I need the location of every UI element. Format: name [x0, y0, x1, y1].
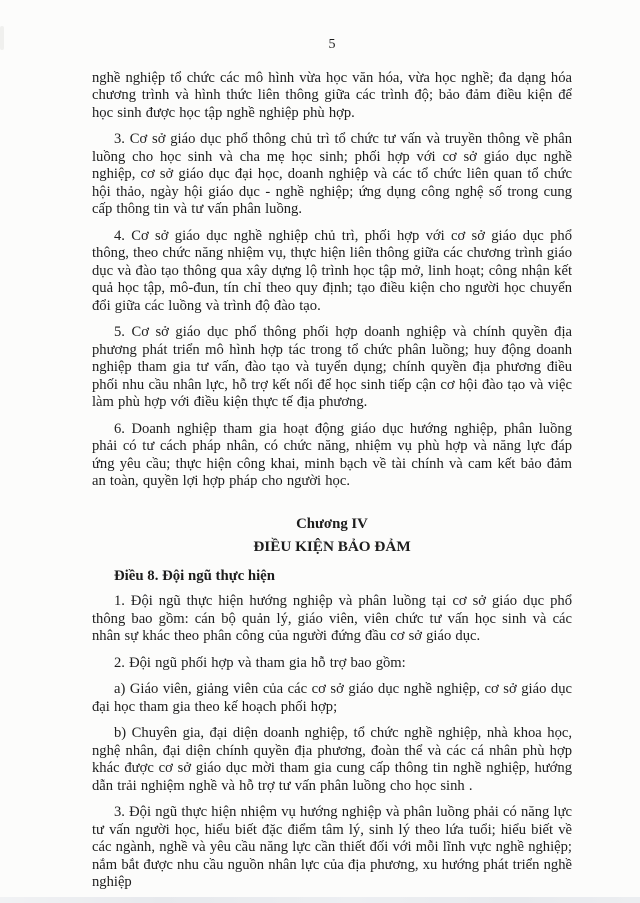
article-8-paragraph-2a: a) Giáo viên, giảng viên của các cơ sở giáo dục nghề nghiệp, cơ sở giáo dục đại học tham gia theo kế hoạch phối hợp; [92, 681, 572, 715]
article-8-paragraph-3: 3. Đội ngũ thực hiện nhiệm vụ hướng nghiệp và phân luồng phải có năng lực tư vấn người học, hiểu biết đặc điểm tâm lý, sinh lý theo lứa tuổi; hiểu biết về các ngành, nghề và yêu cầu năng lực cần thiết đối với mỗi lĩnh vực nghề nghiệp; nắm bắt được nhu cầu nguồn nhân lực của địa phương, xu hướng phát triển nghề nghiệp [92, 804, 572, 890]
document-content [92, 36, 572, 901]
article-8-paragraph-2b: b) Chuyên gia, đại diện doanh nghiệp, tổ chức nghề nghiệp, nhà khoa học, nghệ nhân, đại diện chính quyền địa phương, đoàn thể và các cá nhân phù hợp khác được cơ sở giáo dục mời tham gia cung cấp thông tin nghề nghiệp, hướng dẫn trải nghiệm nghề và hỗ trợ tư vấn phân luồng cho học sinh . [92, 725, 572, 794]
page-number: 5 [328, 37, 336, 52]
chapter-title: ĐIỀU KIỆN BẢO ĐẢM [253, 538, 411, 555]
chapter-label: Chương IV [296, 515, 368, 532]
paragraph-continuation: nghề nghiệp tổ chức các mô hình vừa học văn hóa, vừa học nghề; đa dạng hóa chương trình và hình thức liên thông giữa các trình độ; bảo đảm điều kiện để học sinh được học tập nghề nghiệp phù hợp. [92, 69, 572, 121]
scan-edge-artifact [0, 897, 640, 903]
paragraph-item-6: 6. Doanh nghiệp tham gia hoạt động giáo dục hướng nghiệp, phân luồng phải có tư cách pháp nhân, có chức năng, nhiệm vụ phù hợp và năng lực đáp ứng yêu cầu; thực hiện công khai, minh bạch về tài chính và cam kết bảo đảm an toàn, quyền lợi hợp pháp cho người học. [92, 420, 572, 489]
article-8-heading: Điều 8. Đội ngũ thực hiện [114, 567, 275, 584]
article-8-paragraph-1: 1. Đội ngũ thực hiện hướng nghiệp và phân luồng tại cơ sở giáo dục phổ thông bao gồm: cán bộ quản lý, giáo viên, viên chức tư vấn học sinh và các nhân sự khác theo phân công của người đứng đầu cơ sở giáo dục. [92, 593, 572, 644]
article-8-paragraph-2: 2. Đội ngũ phối hợp và tham gia hỗ trợ bao gồm: [114, 654, 406, 671]
paragraph-item-3: 3. Cơ sở giáo dục phổ thông chủ trì tổ chức tư vấn và truyền thông về phân luồng cho học sinh và cha mẹ học sinh; phối hợp với cơ sở giáo dục nghề nghiệp, cơ sở giáo dục đại học, doanh nghiệp và các tổ chức liên quan tổ chức hội thảo, ngày hội giáo dục - nghề nghiệp; ứng dụng công nghệ số trong cung cấp thông tin và tư vấn phân luồng. [92, 131, 572, 217]
scan-smudge-artifact [0, 26, 4, 50]
paragraph-item-4: 4. Cơ sở giáo dục nghề nghiệp chủ trì, phối hợp với cơ sở giáo dục phổ thông, theo chức năng nhiệm vụ, thực hiện liên thông giữa các chương trình giáo dục và đào tạo thông qua xây dựng lộ trình học tập mở, linh hoạt; công nhận kết quả học tập, mô-đun, tín chỉ theo quy định; tạo điều kiện cho người học chuyển đổi giữa các luồng và trình độ đào tạo. [92, 227, 572, 314]
paragraph-item-5: 5. Cơ sở giáo dục phổ thông phối hợp doanh nghiệp và chính quyền địa phương phát triển mô hình hợp tác trong tổ chức phân luồng; huy động doanh nghiệp tham gia tư vấn, đào tạo và tuyển dụng; chính quyền địa phương điều phối nhu cầu nhân lực, hỗ trợ kết nối để học sinh tiếp cận cơ hội đào tạo và việc làm phù hợp với điều kiện thực tế địa phương. [92, 324, 572, 410]
chapter-heading-block [92, 516, 572, 556]
